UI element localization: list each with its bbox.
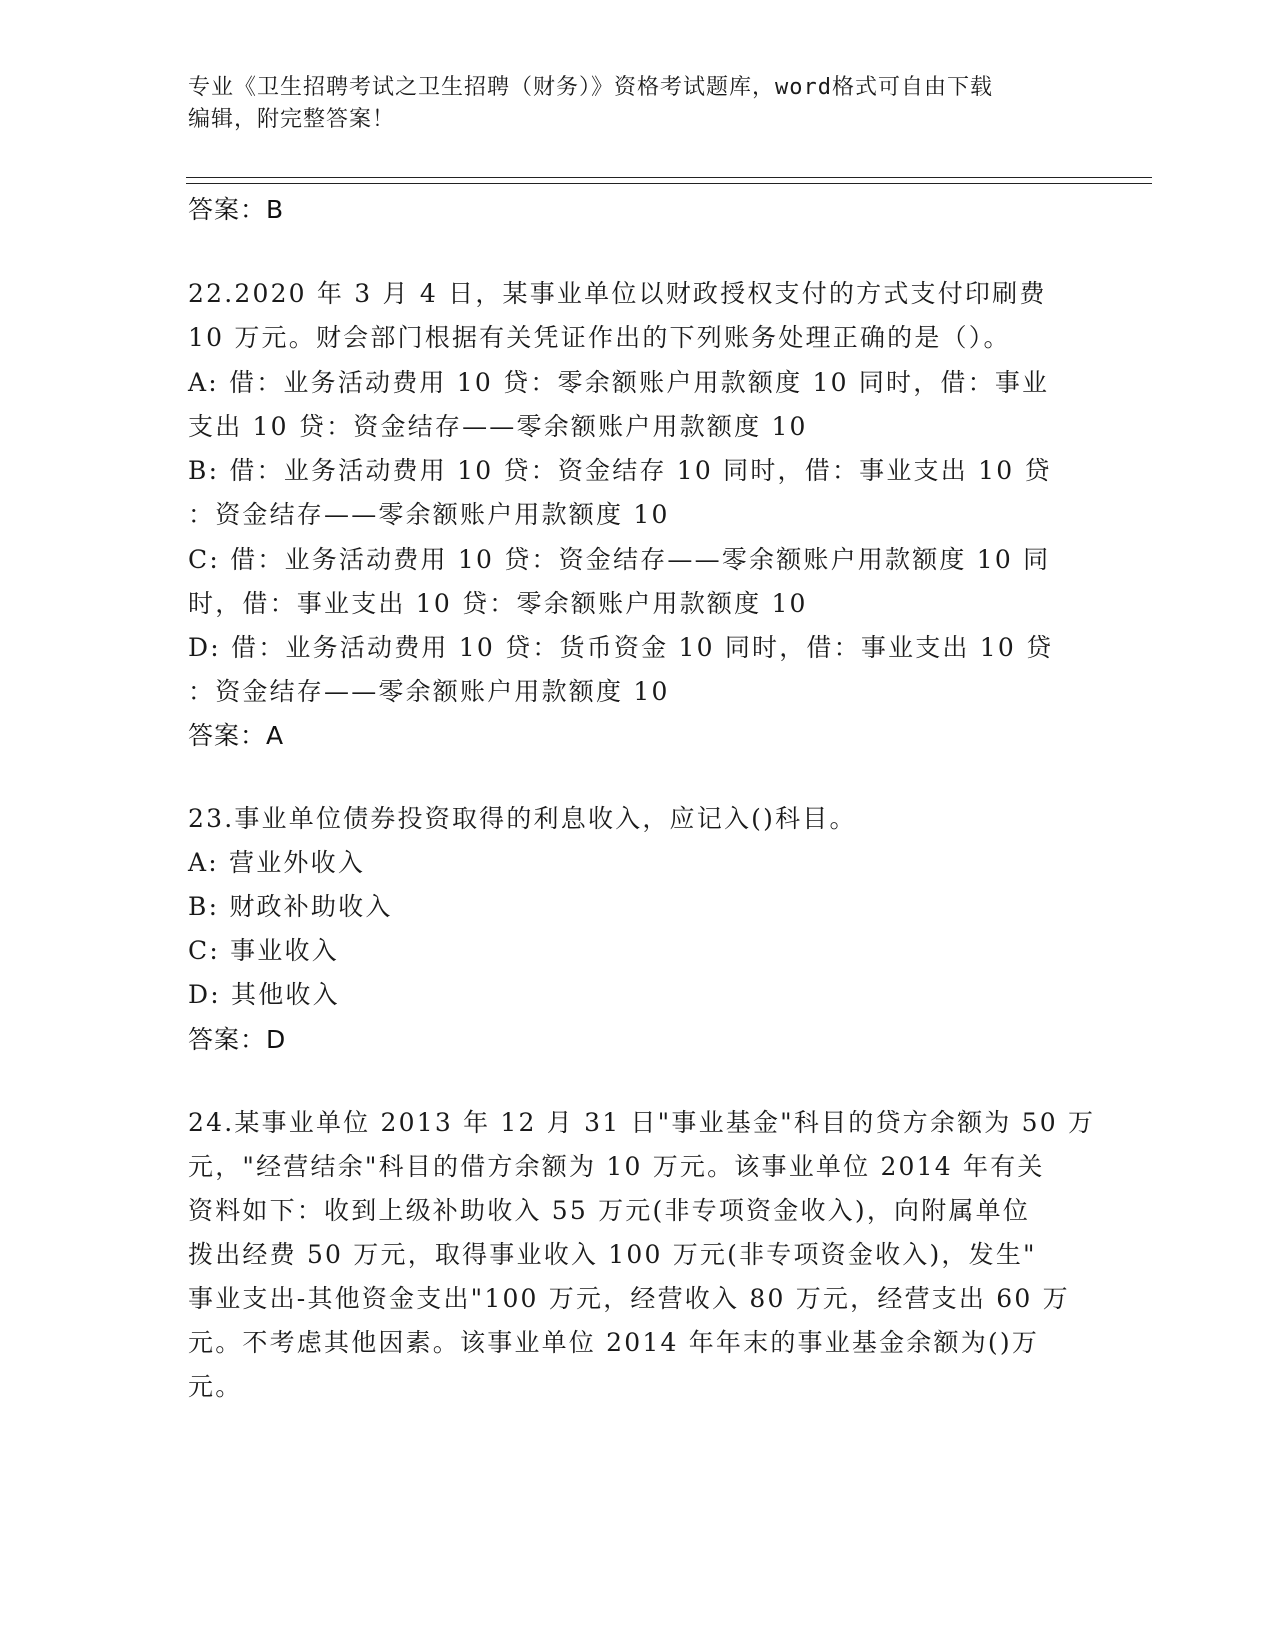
q22-option-b-line-2: ：资金结存——零余额账户用款额度 10	[188, 500, 670, 529]
q24-stem-line-1: 24.某事业单位 2013 年 12 月 31 日"事业基金"科目的贷方余额为 50 万	[188, 1108, 1096, 1137]
q23-stem: 23.事业单位债券投资取得的利息收入，应记入()科目。	[188, 804, 857, 833]
q22-option-c-line-2: 时，借：事业支出 10 贷：零余额账户用款额度 10	[188, 589, 808, 618]
q23-option-d: D: 其他收入	[188, 980, 340, 1009]
q24-stem-line-6: 元。不考虑其他因素。该事业单位 2014 年年末的事业基金余额为()万	[188, 1328, 1040, 1357]
header-note-line-2: 编辑，附完整答案！	[188, 107, 396, 132]
q22-option-d-line-2: ：资金结存——零余额账户用款额度 10	[188, 677, 670, 706]
q24-stem-line-5: 事业支出-其他资金支出"100 万元，经营收入 80 万元，经营支出 60 万	[188, 1284, 1070, 1313]
previous-question-answer: 答案：B	[188, 195, 285, 224]
q22-option-d-line-1: D: 借：业务活动费用 10 贷：货币资金 10 同时，借：事业支出 10 贷	[188, 633, 1054, 662]
q24-stem-line-3: 资料如下：收到上级补助收入 55 万元(非专项资金收入)，向附属单位	[188, 1196, 1031, 1225]
q24-stem-line-2: 元，"经营结余"科目的借方余额为 10 万元。该事业单位 2014 年有关	[188, 1152, 1045, 1181]
q22-answer: 答案：A	[188, 721, 285, 750]
header-note-line-1: 专业《卫生招聘考试之卫生招聘（财务）》资格考试题库，word格式可自由下载	[188, 75, 993, 100]
q23-option-c: C: 事业收入	[188, 936, 339, 965]
q23-option-b: B: 财政补助收入	[188, 892, 393, 921]
header-divider-top	[186, 177, 1152, 178]
q24-stem-line-4: 拨出经费 50 万元，取得事业收入 100 万元(非专项资金收入)，发生"	[188, 1240, 1037, 1269]
q22-stem-line-1: 22.2020 年 3 月 4 日，某事业单位以财政授权支付的方式支付印刷费	[188, 279, 1047, 308]
q24-stem-line-7: 元。	[188, 1372, 243, 1401]
q22-option-b-line-1: B: 借：业务活动费用 10 贷：资金结存 10 同时，借：事业支出 10 贷	[188, 456, 1052, 485]
q22-option-a-line-1: A: 借：业务活动费用 10 贷：零余额账户用款额度 10 同时，借：事业	[188, 368, 1050, 397]
q23-option-a: A: 营业外收入	[188, 848, 366, 877]
q23-answer: 答案：D	[188, 1025, 287, 1054]
q22-stem-line-2: 10 万元。财会部门根据有关凭证作出的下列账务处理正确的是（）。	[188, 323, 1011, 352]
document-header-note	[188, 72, 1068, 136]
q22-option-a-line-2: 支出 10 贷：资金结存——零余额账户用款额度 10	[188, 412, 808, 441]
q22-option-c-line-1: C: 借：业务活动费用 10 贷：资金结存——零余额账户用款额度 10 同	[188, 545, 1051, 574]
header-divider-bottom	[186, 183, 1152, 184]
